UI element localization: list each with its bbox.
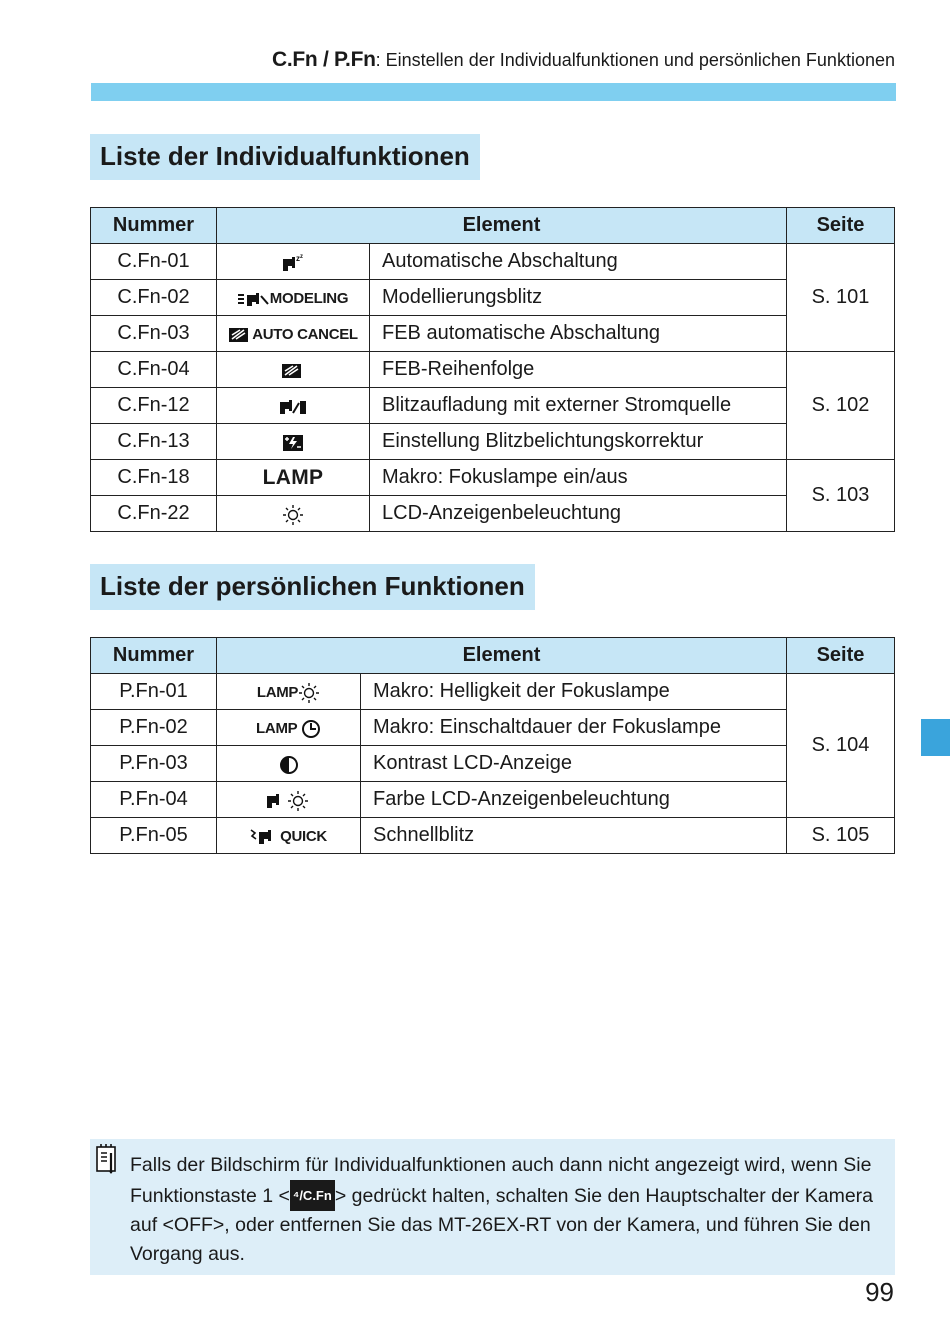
function-element: FEB-Reihenfolge bbox=[370, 352, 787, 388]
quick-flash-icon: QUICK bbox=[250, 827, 327, 847]
page-reference: S. 101 bbox=[787, 244, 895, 352]
page-reference: S. 105 bbox=[787, 818, 895, 854]
function-element: Modellierungsblitz bbox=[370, 280, 787, 316]
function-number: C.Fn-02 bbox=[91, 280, 217, 316]
lcd-color-icon bbox=[265, 790, 313, 812]
function-element: Einstellung Blitzbelichtungskorrektur bbox=[370, 424, 787, 460]
page-reference: S. 104 bbox=[787, 674, 895, 818]
function-number: C.Fn-12 bbox=[91, 388, 217, 424]
page-reference: S. 102 bbox=[787, 352, 895, 460]
function-number: P.Fn-03 bbox=[91, 746, 217, 782]
column-header-number: Nummer bbox=[91, 208, 217, 244]
table-header-row bbox=[91, 638, 895, 674]
table-row bbox=[91, 280, 895, 316]
modeling-flash-icon: MODELING bbox=[238, 290, 348, 307]
function-element: Makro: Fokuslampe ein/aus bbox=[370, 460, 787, 496]
function-number: P.Fn-05 bbox=[91, 818, 217, 854]
function-element: Farbe LCD-Anzeigenbeleuchtung bbox=[361, 782, 787, 818]
note-box bbox=[90, 1139, 895, 1275]
function-number: P.Fn-04 bbox=[91, 782, 217, 818]
memo-note-icon bbox=[94, 1143, 120, 1180]
table-row bbox=[91, 746, 895, 782]
function-number: C.Fn-22 bbox=[91, 496, 217, 532]
function-element: Makro: Helligkeit der Fokuslampe bbox=[361, 674, 787, 710]
table-row bbox=[91, 424, 895, 460]
header-accent-bar bbox=[91, 83, 896, 101]
header-abbr: C.Fn / P.Fn bbox=[271, 48, 376, 71]
column-header-element: Element bbox=[217, 638, 787, 674]
svg-text:z: z bbox=[296, 253, 300, 263]
lamp-timer-icon: LAMP bbox=[256, 719, 321, 739]
feb-auto-cancel-icon: AUTO CANCEL bbox=[228, 326, 358, 344]
function-number: P.Fn-01 bbox=[91, 674, 217, 710]
table-row bbox=[91, 352, 895, 388]
lcd-illumination-icon bbox=[282, 504, 304, 526]
function-number: C.Fn-13 bbox=[91, 424, 217, 460]
table-row bbox=[91, 674, 895, 710]
svg-text:z: z bbox=[300, 253, 303, 260]
section-title-personal: Liste der persönlichen Funktionen bbox=[90, 564, 535, 610]
section-title-individual: Liste der Individualfunktionen bbox=[90, 134, 480, 180]
lcd-contrast-icon bbox=[279, 755, 299, 775]
function-number: C.Fn-04 bbox=[91, 352, 217, 388]
table-row bbox=[91, 496, 895, 532]
page-number: 99 bbox=[865, 1277, 894, 1307]
note-text: Falls der Bildschirm für Individualfunktionen auch dann nicht angezeigt wird, wenn Sie Funktionstaste 1 < ⁴/C.Fn > gedrückt halten, schalten Sie den Hauptschalter der Kamera auf <OFF>, oder entfernen Sie das MT-26EX-RT von der Kamera, und führen Sie den Vorgang aus. bbox=[130, 1154, 874, 1265]
function-number: P.Fn-02 bbox=[91, 710, 217, 746]
table-row bbox=[91, 782, 895, 818]
table-individual-functions bbox=[90, 207, 895, 532]
table-row bbox=[91, 388, 895, 424]
table-row bbox=[91, 710, 895, 746]
page-header bbox=[90, 48, 895, 72]
column-header-page: Seite bbox=[787, 638, 895, 674]
table-row bbox=[91, 316, 895, 352]
header-text: : Einstellen der Individualfunktionen und persönlichen Funktionen bbox=[375, 50, 895, 70]
flash-exposure-comp-icon bbox=[281, 433, 305, 453]
table-personal-functions bbox=[90, 637, 895, 854]
auto-power-off-icon bbox=[280, 252, 306, 274]
lamp-icon: LAMP bbox=[262, 465, 324, 489]
function-element: Blitzaufladung mit externer Stromquelle bbox=[370, 388, 787, 424]
column-header-page: Seite bbox=[787, 208, 895, 244]
column-header-number: Nummer bbox=[91, 638, 217, 674]
table-row bbox=[91, 818, 895, 854]
function-element: LCD-Anzeigenbeleuchtung bbox=[370, 496, 787, 532]
function-element: Kontrast LCD-Anzeige bbox=[361, 746, 787, 782]
chapter-tab-marker bbox=[921, 719, 950, 756]
table-header-row bbox=[91, 208, 895, 244]
function-number: C.Fn-01 bbox=[91, 244, 217, 280]
feb-sequence-icon bbox=[281, 362, 305, 380]
column-header-element: Element bbox=[217, 208, 787, 244]
function-element: Makro: Einschaltdauer der Fokuslampe bbox=[361, 710, 787, 746]
table-row bbox=[91, 244, 895, 280]
function-element: Schnellblitz bbox=[361, 818, 787, 854]
function-element: Automatische Abschaltung bbox=[370, 244, 787, 280]
external-power-icon bbox=[278, 397, 308, 417]
table-row bbox=[91, 460, 895, 496]
lamp-brightness-icon: LAMP bbox=[257, 682, 320, 704]
function-element: FEB automatische Abschaltung bbox=[370, 316, 787, 352]
function-number: C.Fn-18 bbox=[91, 460, 217, 496]
page-reference: S. 103 bbox=[787, 460, 895, 532]
function-button-badge: ⁴/C.Fn bbox=[290, 1180, 335, 1211]
function-number: C.Fn-03 bbox=[91, 316, 217, 352]
